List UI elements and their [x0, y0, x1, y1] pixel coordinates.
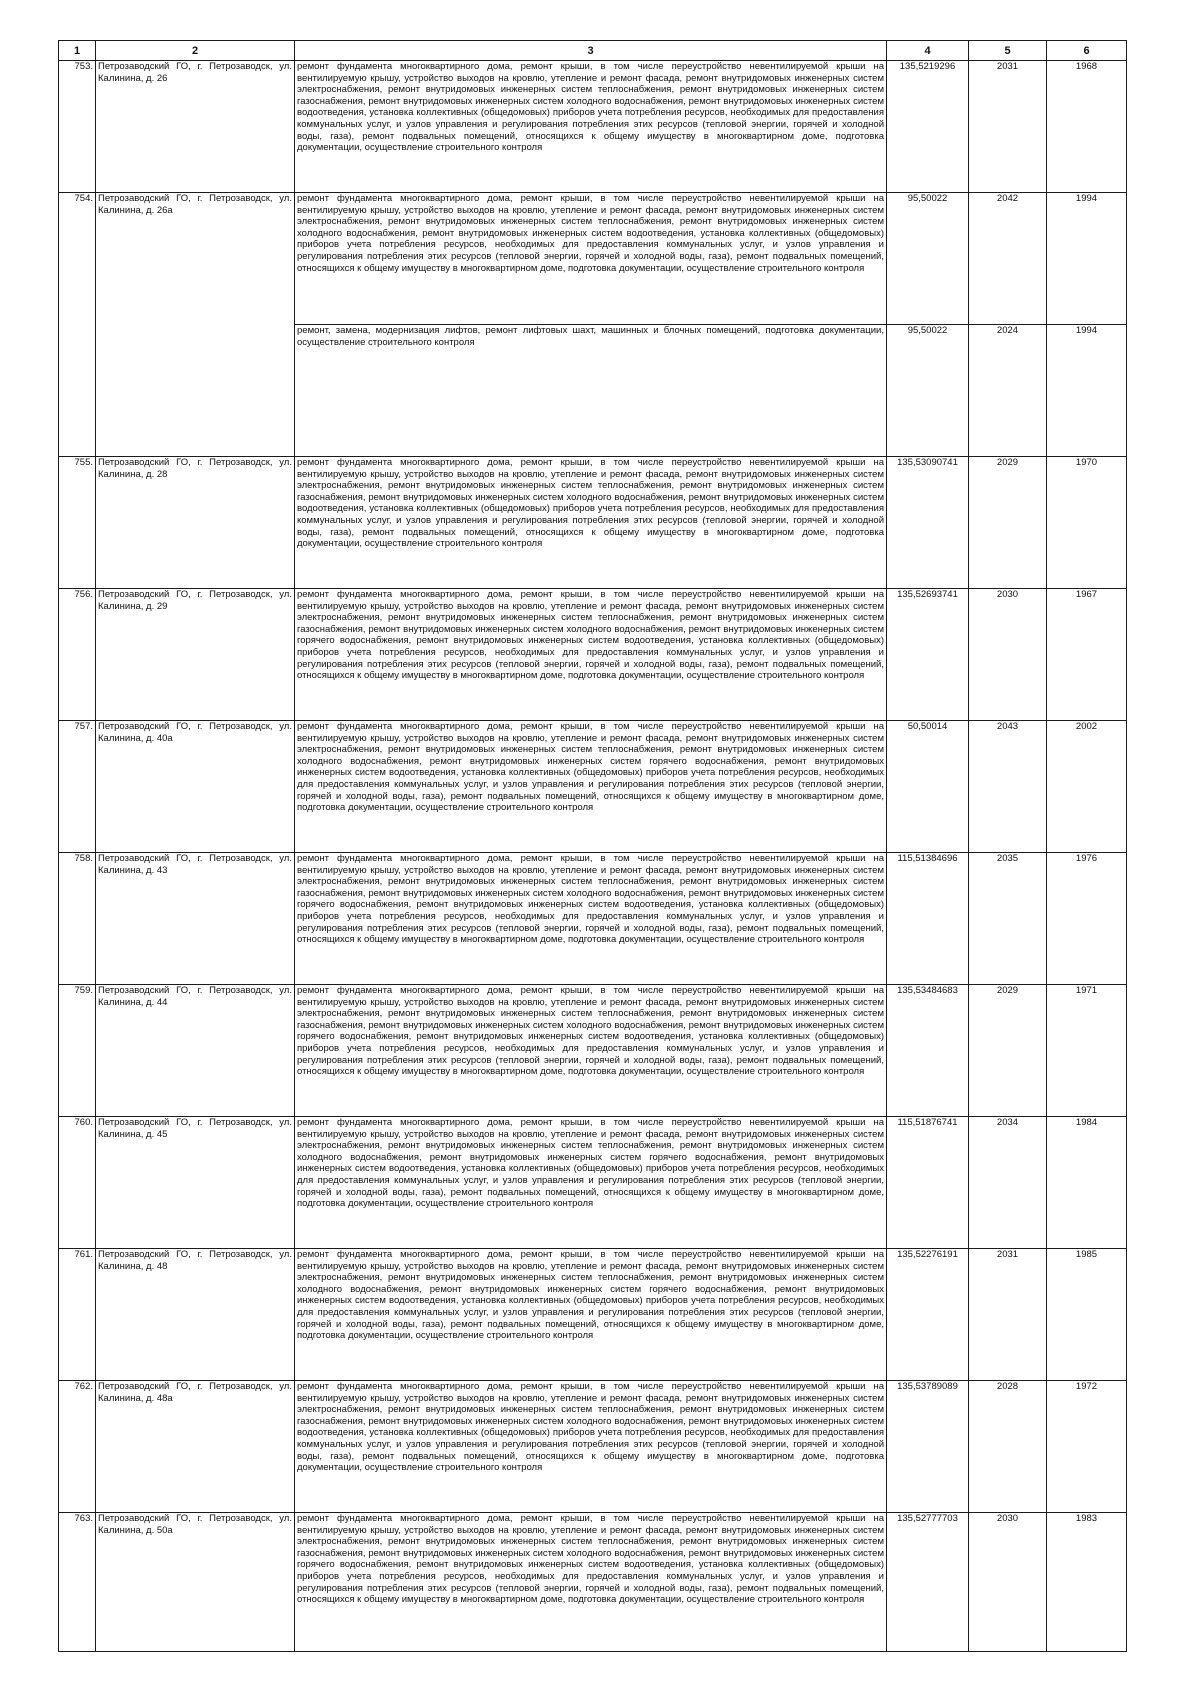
house-address: Петрозаводский ГО, г. Петрозаводск, ул. Калинина, д. 45 — [96, 1117, 295, 1249]
planned-year: 2035 — [969, 853, 1047, 985]
column-header-1: 1 — [59, 41, 96, 61]
row-number: 758. — [59, 853, 96, 985]
build-year: 1994 — [1047, 193, 1127, 325]
build-year: 2002 — [1047, 721, 1127, 853]
planned-year: 2029 — [969, 457, 1047, 589]
build-year: 1983 — [1047, 1513, 1127, 1652]
house-address: Петрозаводский ГО, г. Петрозаводск, ул. Калинина, д. 43 — [96, 853, 295, 985]
house-address: Петрозаводский ГО, г. Петрозаводск, ул. Калинина, д. 48а — [96, 1381, 295, 1513]
repair-cost: 135,52693741 — [887, 589, 969, 721]
table-row — [59, 1381, 1127, 1513]
build-year: 1972 — [1047, 1381, 1127, 1513]
build-year: 1967 — [1047, 589, 1127, 721]
house-address: Петрозаводский ГО, г. Петрозаводск, ул. Калинина, д. 50а — [96, 1513, 295, 1652]
repair-works: ремонт фундамента многоквартирного дома, ремонт крыши, в том числе переустройство невентилируемой крыши на вентилируемую крышу, устройство выходов на кровлю, утепление и ремонт фасада, ремонт внутридомовых инженерных систем электроснабжения, ремонт внутридомовых инженерных систем теплоснабжения, ремонт внутридомовых инженерных систем газоснабжения, ремонт внутридомовых инженерных систем холодного водоснабжения, ремонт внутридомовых инженерных систем водоотведения, установка коллективных (общедомовых) приборов учета потребления ресурсов, необходимых для предоставления коммунальных услуг, и узлов управления и регулирования потребления этих ресурсов (тепловой энергии, горячей и холодной воды, газа), ремонт подвальных помещений, относящихся к общему имуществу в многоквартирном доме, подготовка документации, осуществление строительного контроля — [295, 1381, 887, 1513]
table-row — [59, 721, 1127, 853]
repair-works: ремонт фундамента многоквартирного дома, ремонт крыши, в том числе переустройство невентилируемой крыши на вентилируемую крышу, устройство выходов на кровлю, утепление и ремонт фасада, ремонт внутридомовых инженерных систем электроснабжения, ремонт внутридомовых инженерных систем теплоснабжения, ремонт внутридомовых инженерных систем газоснабжения, ремонт внутридомовых инженерных систем холодного водоснабжения, ремонт внутридомовых инженерных систем горячего водоснабжения, ремонт внутридомовых инженерных систем водоотведения, установка коллективных (общедомовых) приборов учета потребления ресурсов, необходимых для предоставления коммунальных услуг, и узлов управления и регулирования потребления этих ресурсов (тепловой энергии, горячей и холодной воды, газа), ремонт подвальных помещений, относящихся к общему имуществу в многоквартирном доме, подготовка документации, осуществление строительного контроля — [295, 985, 887, 1117]
table-body — [59, 61, 1127, 1652]
planned-year: 2042 — [969, 193, 1047, 325]
house-address: Петрозаводский ГО, г. Петрозаводск, ул. Калинина, д. 28 — [96, 457, 295, 589]
house-address: Петрозаводский ГО, г. Петрозаводск, ул. Калинина, д. 29 — [96, 589, 295, 721]
repair-works: ремонт фундамента многоквартирного дома, ремонт крыши, в том числе переустройство невентилируемой крыши на вентилируемую крышу, устройство выходов на кровлю, утепление и ремонт фасада, ремонт внутридомовых инженерных систем электроснабжения, ремонт внутридомовых инженерных систем теплоснабжения, ремонт внутридомовых инженерных систем газоснабжения, ремонт внутридомовых инженерных систем холодного водоснабжения, ремонт внутридомовых инженерных систем горячего водоснабжения, ремонт внутридомовых инженерных систем водоотведения, установка коллективных (общедомовых) приборов учета потребления ресурсов, необходимых для предоставления коммунальных услуг, и узлов управления и регулирования потребления этих ресурсов (тепловой энергии, горячей и холодной воды, газа), ремонт подвальных помещений, относящихся к общему имуществу в многоквартирном доме, подготовка документации, осуществление строительного контроля — [295, 1513, 887, 1652]
planned-year: 2029 — [969, 985, 1047, 1117]
row-number: 753. — [59, 61, 96, 193]
planned-year: 2031 — [969, 61, 1047, 193]
house-address: Петрозаводский ГО, г. Петрозаводск, ул. Калинина, д. 26 — [96, 61, 295, 193]
build-year: 1970 — [1047, 457, 1127, 589]
table-row — [59, 193, 1127, 325]
house-address: Петрозаводский ГО, г. Петрозаводск, ул. Калинина, д. 48 — [96, 1249, 295, 1381]
repair-cost: 135,5219296 — [887, 61, 969, 193]
column-header-4: 4 — [887, 41, 969, 61]
table-row — [59, 1513, 1127, 1652]
row-number: 760. — [59, 1117, 96, 1249]
repair-cost: 135,52276191 — [887, 1249, 969, 1381]
table-row — [59, 457, 1127, 589]
table-row — [59, 853, 1127, 985]
column-header-3: 3 — [295, 41, 887, 61]
repair-cost: 95,50022 — [887, 325, 969, 457]
repair-works: ремонт, замена, модернизация лифтов, ремонт лифтовых шахт, машинных и блочных помещений, подготовка документации, осуществление строительного контроля — [295, 325, 887, 457]
row-number: 761. — [59, 1249, 96, 1381]
repair-cost: 135,53090741 — [887, 457, 969, 589]
row-number: 759. — [59, 985, 96, 1117]
repair-cost: 115,51384696 — [887, 853, 969, 985]
row-number: 757. — [59, 721, 96, 853]
table-header — [59, 41, 1127, 61]
repair-works: ремонт фундамента многоквартирного дома, ремонт крыши, в том числе переустройство невентилируемой крыши на вентилируемую крышу, устройство выходов на кровлю, утепление и ремонт фасада, ремонт внутридомовых инженерных систем электроснабжения, ремонт внутридомовых инженерных систем теплоснабжения, ремонт внутридомовых инженерных систем газоснабжения, ремонт внутридомовых инженерных систем холодного водоснабжения, ремонт внутридомовых инженерных систем горячего водоснабжения, ремонт внутридомовых инженерных систем водоотведения, установка коллективных (общедомовых) приборов учета потребления ресурсов, необходимых для предоставления коммунальных услуг, и узлов управления и регулирования потребления этих ресурсов (тепловой энергии, горячей и холодной воды, газа), ремонт подвальных помещений, относящихся к общему имуществу в многоквартирном доме, подготовка документации, осуществление строительного контроля — [295, 589, 887, 721]
repair-works: ремонт фундамента многоквартирного дома, ремонт крыши, в том числе переустройство невентилируемой крыши на вентилируемую крышу, устройство выходов на кровлю, утепление и ремонт фасада, ремонт внутридомовых инженерных систем электроснабжения, ремонт внутридомовых инженерных систем теплоснабжения, ремонт внутридомовых инженерных систем холодного водоснабжения, ремонт внутридомовых инженерных систем горячего водоснабжения, ремонт внутридомовых инженерных систем водоотведения, установка коллективных (общедомовых) приборов учета потребления ресурсов, необходимых для предоставления коммунальных услуг, и узлов управления и регулирования потребления этих ресурсов (тепловой энергии, горячей и холодной воды, газа), ремонт подвальных помещений, относящихся к общему имуществу в многоквартирном доме, подготовка документации, осуществление строительного контроля — [295, 1117, 887, 1249]
planned-year: 2031 — [969, 1249, 1047, 1381]
build-year: 1984 — [1047, 1117, 1127, 1249]
house-address: Петрозаводский ГО, г. Петрозаводск, ул. Калинина, д. 40а — [96, 721, 295, 853]
build-year: 1968 — [1047, 61, 1127, 193]
repair-cost: 135,53789089 — [887, 1381, 969, 1513]
column-header-5: 5 — [969, 41, 1047, 61]
repair-works: ремонт фундамента многоквартирного дома, ремонт крыши, в том числе переустройство невентилируемой крыши на вентилируемую крышу, устройство выходов на кровлю, утепление и ремонт фасада, ремонт внутридомовых инженерных систем электроснабжения, ремонт внутридомовых инженерных систем теплоснабжения, ремонт внутридомовых инженерных систем газоснабжения, ремонт внутридомовых инженерных систем холодного водоснабжения, ремонт внутридомовых инженерных систем водоотведения, установка коллективных (общедомовых) приборов учета потребления ресурсов, необходимых для предоставления коммунальных услуг, и узлов управления и регулирования потребления этих ресурсов (тепловой энергии, горячей и холодной воды, газа), ремонт подвальных помещений, относящихся к общему имуществу в многоквартирном доме, подготовка документации, осуществление строительного контроля — [295, 61, 887, 193]
planned-year: 2043 — [969, 721, 1047, 853]
repair-cost: 50,50014 — [887, 721, 969, 853]
planned-year: 2034 — [969, 1117, 1047, 1249]
row-number: 756. — [59, 589, 96, 721]
table-row — [59, 1117, 1127, 1249]
house-address: Петрозаводский ГО, г. Петрозаводск, ул. Калинина, д. 26а — [96, 193, 295, 457]
column-header-2: 2 — [96, 41, 295, 61]
repair-cost: 135,53484683 — [887, 985, 969, 1117]
column-header-6: 6 — [1047, 41, 1127, 61]
row-number: 754. — [59, 193, 96, 457]
table-row — [59, 985, 1127, 1117]
header-row — [59, 41, 1127, 61]
table-row — [59, 61, 1127, 193]
repair-works: ремонт фундамента многоквартирного дома, ремонт крыши, в том числе переустройство невентилируемой крыши на вентилируемую крышу, устройство выходов на кровлю, утепление и ремонт фасада, ремонт внутридомовых инженерных систем электроснабжения, ремонт внутридомовых инженерных систем теплоснабжения, ремонт внутридомовых инженерных систем газоснабжения, ремонт внутридомовых инженерных систем холодного водоснабжения, ремонт внутридомовых инженерных систем горячего водоснабжения, ремонт внутридомовых инженерных систем водоотведения, установка коллективных (общедомовых) приборов учета потребления ресурсов, необходимых для предоставления коммунальных услуг, и узлов управления и регулирования потребления этих ресурсов (тепловой энергии, горячей и холодной воды, газа), ремонт подвальных помещений, относящихся к общему имуществу в многоквартирном доме, подготовка документации, осуществление строительного контроля — [295, 853, 887, 985]
planned-year: 2030 — [969, 589, 1047, 721]
row-number: 755. — [59, 457, 96, 589]
row-number: 762. — [59, 1381, 96, 1513]
planned-year: 2024 — [969, 325, 1047, 457]
table-row — [59, 589, 1127, 721]
repair-cost: 95,50022 — [887, 193, 969, 325]
repair-program-table — [58, 40, 1127, 1652]
repair-works: ремонт фундамента многоквартирного дома, ремонт крыши, в том числе переустройство невентилируемой крыши на вентилируемую крышу, устройство выходов на кровлю, утепление и ремонт фасада, ремонт внутридомовых инженерных систем электроснабжения, ремонт внутридомовых инженерных систем теплоснабжения, ремонт внутридомовых инженерных систем холодного водоснабжения, ремонт внутридомовых инженерных систем горячего водоснабжения, ремонт внутридомовых инженерных систем водоотведения, установка коллективных (общедомовых) приборов учета потребления ресурсов, необходимых для предоставления коммунальных услуг, и узлов управления и регулирования потребления этих ресурсов (тепловой энергии, горячей и холодной воды, газа), ремонт подвальных помещений, относящихся к общему имуществу в многоквартирном доме, подготовка документации, осуществление строительного контроля — [295, 721, 887, 853]
repair-works: ремонт фундамента многоквартирного дома, ремонт крыши, в том числе переустройство невентилируемой крыши на вентилируемую крышу, устройство выходов на кровлю, утепление и ремонт фасада, ремонт внутридомовых инженерных систем электроснабжения, ремонт внутридомовых инженерных систем теплоснабжения, ремонт внутридомовых инженерных систем холодного водоснабжения, ремонт внутридомовых инженерных систем горячего водоснабжения, ремонт внутридомовых инженерных систем водоотведения, установка коллективных (общедомовых) приборов учета потребления ресурсов, необходимых для предоставления коммунальных услуг, и узлов управления и регулирования потребления этих ресурсов (тепловой энергии, горячей и холодной воды, газа), ремонт подвальных помещений, относящихся к общему имуществу в многоквартирном доме, подготовка документации, осуществление строительного контроля — [295, 1249, 887, 1381]
repair-works: ремонт фундамента многоквартирного дома, ремонт крыши, в том числе переустройство невентилируемой крыши на вентилируемую крышу, устройство выходов на кровлю, утепление и ремонт фасада, ремонт внутридомовых инженерных систем электроснабжения, ремонт внутридомовых инженерных систем теплоснабжения, ремонт внутридомовых инженерных систем газоснабжения, ремонт внутридомовых инженерных систем холодного водоснабжения, ремонт внутридомовых инженерных систем водоотведения, установка коллективных (общедомовых) приборов учета потребления ресурсов, необходимых для предоставления коммунальных услуг, и узлов управления и регулирования потребления этих ресурсов (тепловой энергии, горячей и холодной воды, газа), ремонт подвальных помещений, относящихся к общему имуществу в многоквартирном доме, подготовка документации, осуществление строительного контроля — [295, 457, 887, 589]
build-year: 1994 — [1047, 325, 1127, 457]
row-number: 763. — [59, 1513, 96, 1652]
planned-year: 2030 — [969, 1513, 1047, 1652]
repair-cost: 135,52777703 — [887, 1513, 969, 1652]
repair-cost: 115,51876741 — [887, 1117, 969, 1249]
build-year: 1985 — [1047, 1249, 1127, 1381]
house-address: Петрозаводский ГО, г. Петрозаводск, ул. Калинина, д. 44 — [96, 985, 295, 1117]
planned-year: 2028 — [969, 1381, 1047, 1513]
repair-works: ремонт фундамента многоквартирного дома, ремонт крыши, в том числе переустройство невентилируемой крыши на вентилируемую крышу, устройство выходов на кровлю, утепление и ремонт фасада, ремонт внутридомовых инженерных систем электроснабжения, ремонт внутридомовых инженерных систем теплоснабжения, ремонт внутридомовых инженерных систем холодного водоснабжения, ремонт внутридомовых инженерных систем водоотведения, установка коллективных (общедомовых) приборов учета потребления ресурсов, необходимых для предоставления коммунальных услуг, и узлов управления и регулирования потребления этих ресурсов (тепловой энергии, горячей и холодной воды, газа), ремонт подвальных помещений, относящихся к общему имуществу в многоквартирном доме, подготовка документации, осуществление строительного контроля — [295, 193, 887, 325]
build-year: 1971 — [1047, 985, 1127, 1117]
table-row — [59, 1249, 1127, 1381]
build-year: 1976 — [1047, 853, 1127, 985]
